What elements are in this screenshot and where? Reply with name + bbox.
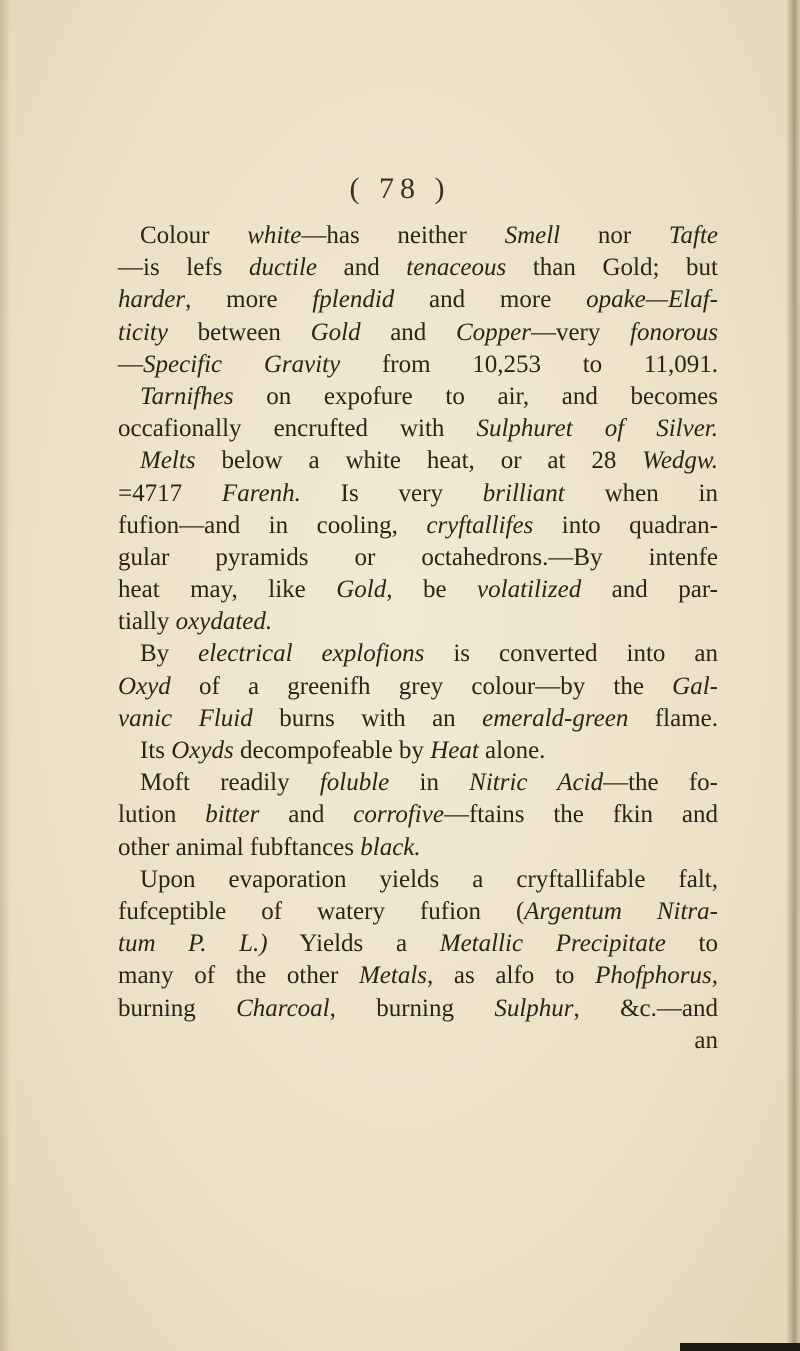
text-line	[118, 864, 718, 896]
italic-text: foluble	[319, 769, 390, 797]
text-line	[118, 799, 718, 831]
italic-text: Phofphorus,	[595, 962, 718, 990]
text-run: tially	[118, 608, 176, 636]
text-run: —ftains the fkin and	[443, 801, 719, 829]
text-run: —has neither	[301, 222, 505, 249]
body-text	[118, 220, 718, 1057]
text-run: —the fo-	[603, 769, 718, 797]
text-run: and	[317, 254, 407, 282]
text-run: many of the other	[118, 962, 359, 990]
text-run: in	[389, 769, 470, 797]
italic-text: vanic Fluid	[118, 704, 253, 732]
text-run: Yields a	[267, 930, 440, 958]
text-line	[118, 542, 718, 574]
text-run: alone.	[478, 737, 546, 764]
text-line	[118, 478, 718, 510]
text-run: , be	[386, 576, 478, 604]
text-line	[118, 960, 718, 992]
text-run: lution	[118, 801, 206, 829]
text-run: and more	[394, 286, 587, 314]
italic-text: Smell	[504, 222, 561, 249]
page-bottom-edge	[680, 1343, 800, 1351]
text-run: and	[360, 318, 456, 346]
text-run: into quadran-	[533, 511, 718, 539]
text-run: , more	[185, 286, 313, 314]
text-run: By	[140, 640, 199, 668]
italic-text: Oxyds	[171, 737, 234, 764]
text-run: occafionally encrufted with	[118, 415, 477, 443]
text-run: other animal fubftances	[118, 833, 361, 861]
catchword	[118, 1025, 718, 1057]
text-line	[118, 284, 718, 316]
italic-text: Metallic Precipitate	[439, 930, 666, 958]
italic-text: ductile	[248, 254, 317, 282]
italic-text: corrofive	[353, 801, 444, 829]
text-run: from 10,253 to 11,091.	[340, 350, 718, 378]
italic-text: brilliant	[482, 479, 565, 507]
text-line	[118, 767, 718, 799]
italic-text: Tarnifhes	[140, 382, 234, 410]
italic-text: Sulphur	[494, 994, 574, 1022]
text-run: of a greenifh grey colour—by the	[170, 672, 673, 700]
text-line	[118, 832, 718, 864]
text-run: below a white heat, or at 28	[195, 447, 643, 475]
text-run: to	[665, 930, 718, 958]
text-run: , burning	[329, 994, 495, 1022]
text-line	[118, 993, 718, 1025]
text-run: flame.	[628, 704, 718, 732]
text-run: an	[694, 1026, 718, 1054]
text-line	[118, 220, 718, 252]
italic-text: bitter	[205, 801, 260, 829]
text-run: than Gold; but	[506, 254, 718, 282]
italic-text: Farenh.	[221, 479, 301, 507]
italic-text: tenaceous	[406, 254, 507, 282]
text-line	[118, 413, 718, 445]
italic-text: Melts	[140, 447, 196, 475]
text-run: , as alfo to	[427, 962, 596, 990]
text-run: —	[118, 350, 143, 378]
text-run: and	[259, 801, 354, 829]
italic-text: cryftallifes	[426, 511, 534, 539]
italic-text: Tafte	[668, 222, 719, 249]
text-run: decompofeable by	[233, 737, 431, 764]
text-line	[118, 252, 718, 284]
text-run: burns with an	[252, 704, 483, 732]
text-line	[118, 703, 718, 735]
italic-text: emerald-green	[482, 704, 629, 732]
text-run: —very	[530, 318, 631, 346]
page-number: ( 78 )	[349, 172, 451, 205]
text-run: fufion—and in cooling,	[118, 511, 427, 539]
text-line	[118, 606, 718, 638]
text-line	[118, 574, 718, 606]
text-run: and par-	[581, 576, 719, 604]
italic-text: Metals	[358, 962, 427, 990]
text-run: when in	[564, 479, 718, 507]
italic-text: Gold	[310, 318, 361, 346]
text-run: =4717	[118, 479, 222, 507]
text-line	[118, 671, 718, 703]
text-line	[118, 317, 718, 349]
text-line	[118, 735, 718, 767]
italic-text: black.	[360, 833, 421, 861]
italic-text: Nitric Acid	[469, 769, 604, 797]
text-run: on expofure to air, and becomes	[233, 382, 718, 410]
text-run: Is very	[300, 479, 483, 507]
italic-text: tum P. L.)	[118, 930, 268, 958]
text-run: heat may, like	[118, 576, 337, 604]
italic-text: Specific Gravity	[143, 350, 341, 378]
italic-text: electrical explofions	[198, 640, 425, 668]
italic-text: Argentum Nitra-	[524, 897, 718, 925]
italic-text: white	[247, 222, 302, 249]
italic-text: Heat	[430, 737, 479, 764]
text-run: , &c.—and	[573, 994, 718, 1022]
text-run: fufceptible of watery fufion (	[118, 897, 525, 925]
italic-text: fonorous	[630, 318, 718, 346]
italic-text: Sulphuret of Silver.	[476, 415, 718, 443]
italic-text: opake—Elaf-	[586, 286, 718, 314]
text-run: burning	[118, 994, 237, 1022]
italic-text: volatilized	[477, 576, 582, 604]
italic-text: Gal-	[672, 672, 718, 700]
text-line	[118, 349, 718, 381]
italic-text: Charcoal	[236, 994, 330, 1022]
text-run: Its	[140, 737, 172, 764]
text-run: Moft readily	[140, 769, 320, 797]
text-line	[118, 896, 718, 928]
italic-text: oxydated.	[175, 608, 273, 636]
text-line	[118, 445, 718, 477]
italic-text: harder	[118, 286, 186, 314]
text-line	[118, 928, 718, 960]
text-line	[118, 510, 718, 542]
italic-text: Oxyd	[118, 672, 171, 700]
text-run: Colour	[140, 222, 248, 249]
text-run: gular pyramids or octahedrons.—By intenfe	[118, 543, 718, 571]
text-run: Upon evaporation yields a cryftallifable falt,	[140, 865, 718, 893]
italic-text: Copper	[455, 318, 531, 346]
text-run: is converted into an	[424, 640, 718, 668]
text-run: nor	[560, 222, 669, 249]
text-run: —is lefs	[118, 254, 249, 282]
text-line	[118, 638, 718, 670]
italic-text: fplendid	[312, 286, 395, 314]
italic-text: Gold	[336, 576, 387, 604]
text-line	[118, 381, 718, 413]
text-run: between	[167, 318, 311, 346]
italic-text: Wedgw.	[642, 447, 718, 475]
italic-text: ticity	[118, 318, 168, 346]
